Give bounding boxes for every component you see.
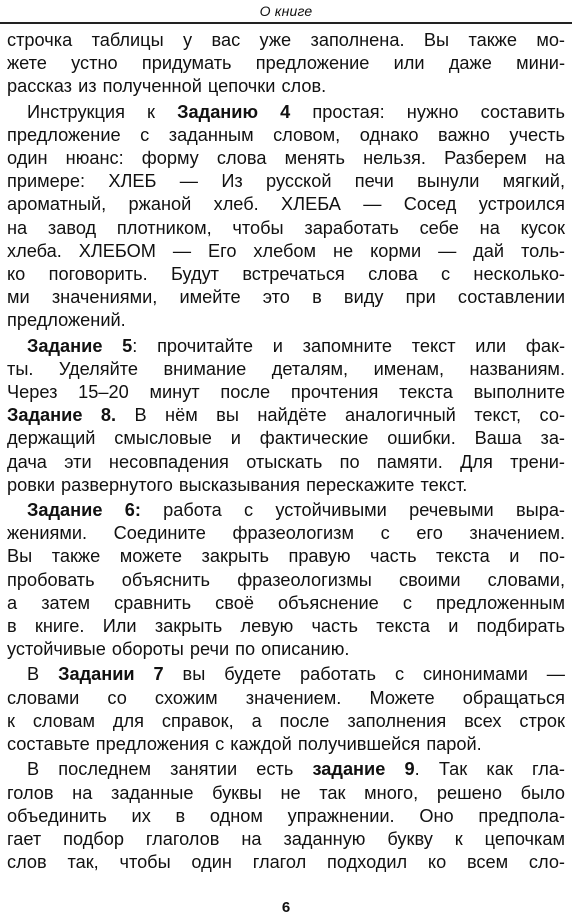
text-line xyxy=(7,805,565,828)
text-segment: : прочитайте и запомните текст или фак- xyxy=(132,335,566,356)
text-segment: ароматный, ржаной хлеб. ХЛЕБА — Сосед устроился xyxy=(7,194,565,215)
text-segment: жениями. Соедините фразеологизм с его значением. xyxy=(7,523,565,544)
text-line xyxy=(7,309,565,332)
text-line xyxy=(7,638,565,661)
text-segment: в книге. Или закрыть левую часть текста и подбирать xyxy=(7,616,565,637)
text-segment: слов так, чтобы один глагол подходил ко всем сло- xyxy=(7,852,565,873)
text-line xyxy=(7,29,565,52)
text-segment: а затем сравнить своё объяснение с предложенным xyxy=(7,592,565,613)
body-text xyxy=(7,29,565,874)
text-segment: пробовать объяснить фразеологизмы своими словами, xyxy=(7,569,565,590)
text-line xyxy=(7,545,565,568)
text-line xyxy=(7,758,565,781)
bold-term: Задании 7 xyxy=(58,664,164,685)
text-segment: предложений. xyxy=(7,310,126,331)
text-segment: устойчивые обороты речи по описанию. xyxy=(7,639,350,660)
text-line xyxy=(7,663,565,686)
text-segment: составьте предложения с каждой получившейся парой. xyxy=(7,734,482,755)
text-segment: гает подбор глаголов на заданную букву к цепочкам xyxy=(7,828,565,849)
text-line xyxy=(7,499,565,522)
text-segment: работа с устойчивыми речевыми выра- xyxy=(140,500,565,521)
text-segment: . Так как гла- xyxy=(414,759,565,780)
text-line xyxy=(7,733,565,756)
text-segment: ровки развернутого высказывания перескажите текст. xyxy=(7,474,468,495)
text-line xyxy=(7,358,565,381)
text-line xyxy=(7,427,565,450)
text-segment: примере: ХЛЕБ — Из русской печи вынули мягкий, xyxy=(7,171,565,192)
text-segment: рассказ из полученной цепочки слов. xyxy=(7,76,327,97)
text-segment: объединить их в одном упражнении. Оно предпола- xyxy=(7,805,565,826)
running-title: О книге xyxy=(259,3,313,19)
text-line xyxy=(7,615,565,638)
text-segment: жете устно придумать предложение или даже мини- xyxy=(7,53,565,74)
text-segment: один нюанс: форму слова менять нельзя. Разберем на xyxy=(7,148,565,169)
text-segment: держащий смысловые и фактические ошибки. Ваша за- xyxy=(7,428,565,449)
text-segment: В xyxy=(27,664,59,685)
text-line xyxy=(7,286,565,309)
bold-term: задание 9 xyxy=(312,759,415,780)
text-segment: предложение с заданным словом, однако важно учесть xyxy=(7,124,565,145)
bold-term: Задание 6: xyxy=(27,500,141,521)
text-line xyxy=(7,782,565,805)
text-line xyxy=(7,569,565,592)
text-line xyxy=(7,687,565,710)
text-line xyxy=(7,828,565,851)
text-segment: простая: нужно составить xyxy=(290,101,565,122)
text-line xyxy=(7,592,565,615)
text-segment: ми значениями, имейте это в виду при составлении xyxy=(7,287,565,308)
text-segment: строчка таблицы у вас уже заполнена. Вы также мо- xyxy=(7,30,565,50)
text-segment: к словам для справок, а после заполнения всех строк xyxy=(7,710,565,731)
text-line xyxy=(7,240,565,263)
text-line xyxy=(7,522,565,545)
text-line xyxy=(7,263,565,286)
page-number: 6 xyxy=(281,899,291,916)
text-line xyxy=(7,851,565,874)
text-line xyxy=(7,147,565,170)
text-line xyxy=(7,170,565,193)
text-line xyxy=(7,381,565,404)
running-head xyxy=(0,0,572,24)
text-segment: ко поговорить. Будут встречаться слова с несколько- xyxy=(7,264,565,285)
text-line xyxy=(7,217,565,240)
bold-term: Задание 8. xyxy=(7,405,117,426)
text-segment: дача эти несовпадения отыскать по памяти. Для трени- xyxy=(7,451,565,472)
text-line xyxy=(7,101,565,124)
text-segment: Инструкция к xyxy=(27,101,178,122)
text-line xyxy=(7,52,565,75)
text-segment: ты. Уделяйте внимание деталям, именам, названиям. xyxy=(7,358,565,379)
text-segment: В последнем занятии есть xyxy=(27,759,313,780)
text-line xyxy=(7,193,565,216)
text-segment: Через 15–20 минут после прочтения текста выполните xyxy=(7,382,565,403)
text-segment: В нём вы найдёте аналогичный текст, со- xyxy=(116,405,565,426)
text-line xyxy=(7,75,565,98)
text-segment: вы будете работать с синонимами — xyxy=(163,664,565,685)
bold-term: Заданию 4 xyxy=(177,101,291,122)
text-segment: хлеба. ХЛЕБОМ — Его хлебом не корми — дай толь- xyxy=(7,240,565,261)
text-line xyxy=(7,124,565,147)
text-segment: голов на заданные буквы не так много, решено было xyxy=(7,782,565,803)
text-line xyxy=(7,474,565,497)
text-line xyxy=(7,404,565,427)
text-line xyxy=(7,335,565,358)
text-segment: словами со схожим значением. Можете обращаться xyxy=(7,687,565,708)
text-segment: Вы также можете закрыть правую часть текста и по- xyxy=(7,546,565,567)
text-line xyxy=(7,451,565,474)
bold-term: Задание 5 xyxy=(27,335,133,356)
text-line xyxy=(7,710,565,733)
text-segment: на завод плотником, чтобы заработать себе на кусок xyxy=(7,217,565,238)
